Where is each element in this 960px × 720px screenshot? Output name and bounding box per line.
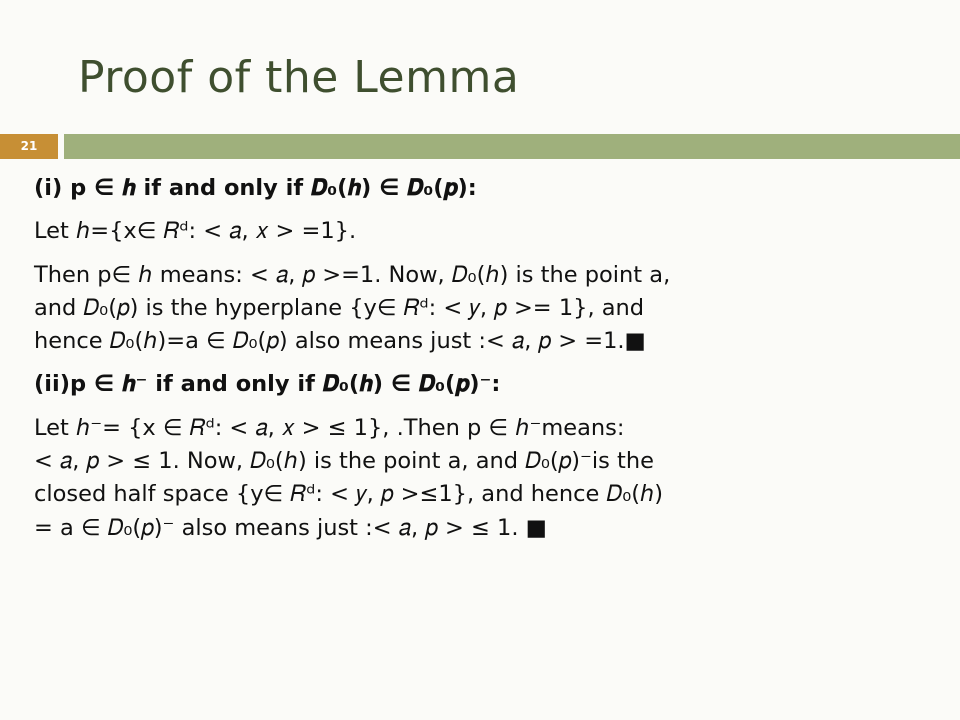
slide-title: Proof of the Lemma [78, 52, 520, 103]
proof-ii-line-2: < 𝑎, 𝑝 > ≤ 1. Now, 𝐷₀(ℎ) is the point a, and 𝐷₀(𝑝)⁻is the [34, 448, 654, 475]
title-rule-bar [64, 134, 960, 159]
proof-i-line-1: Then p∈ ℎ means: < 𝑎, 𝑝 >=1. Now, 𝐷₀(ℎ) is the point a, [34, 261, 671, 288]
part-ii-heading: (ii)p ∈ 𝒉⁻ if and only if 𝑫₀(𝒉) ∈ 𝑫₀(𝒑)⁻: [34, 371, 501, 398]
slide-body [34, 172, 934, 545]
proof-ii-line-3: closed half space {y∈ 𝑅ᵈ: < 𝑦, 𝑝 >≤1}, and hence 𝐷₀(ℎ) [34, 481, 664, 508]
proof-i-line-2: and 𝐷₀(𝑝) is the hyperplane {y∈ 𝑅ᵈ: < 𝑦, 𝑝 >= 1}, and [34, 294, 645, 321]
proof-ii-line-4: = a ∈ 𝐷₀(𝑝)⁻ also means just :< 𝑎, 𝑝 > ≤ 1. ■ [34, 514, 547, 541]
definition-h: Let ℎ={x∈ 𝑅ᵈ: < 𝑎, 𝑥 > =1}. [34, 218, 357, 245]
part-i-heading: (i) p ∈ 𝒉 if and only if 𝑫₀(𝒉) ∈ 𝑫₀(𝒑): [34, 175, 477, 201]
proof-i-line-3: hence 𝐷₀(ℎ)=a ∈ 𝐷₀(𝑝) also means just :< 𝑎, 𝑝 > =1.■ [34, 328, 646, 355]
proof-ii-line-1: Let ℎ⁻= {x ∈ 𝑅ᵈ: < 𝑎, 𝑥 > ≤ 1}, .Then p ∈ ℎ⁻means: [34, 414, 625, 441]
page-number-badge: 21 [0, 134, 58, 159]
